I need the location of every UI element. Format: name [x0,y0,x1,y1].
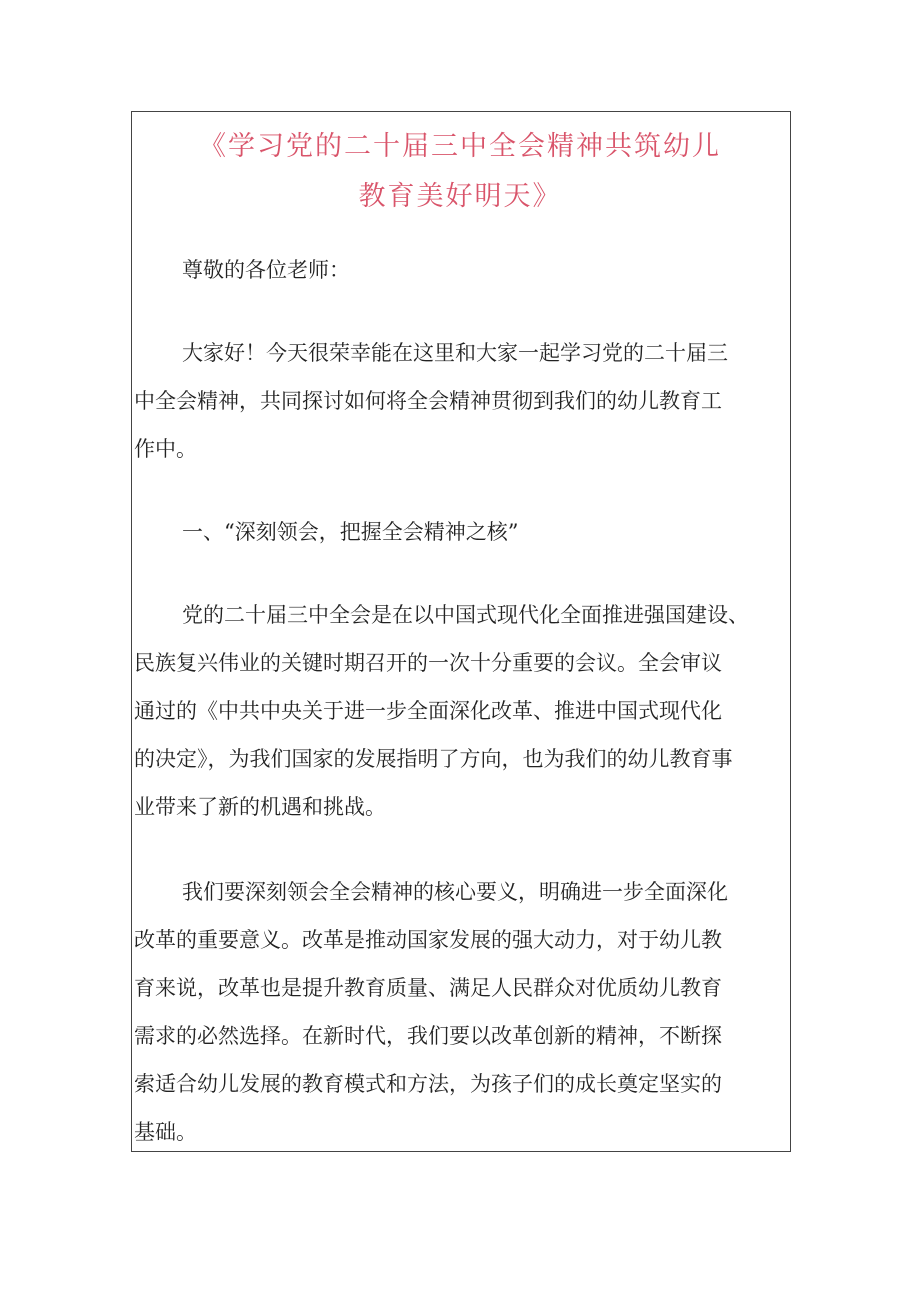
paragraph-line: 索适合幼儿发展的教育模式和方法，为孩子们的成长奠定坚实的 [134,1072,722,1096]
document-title-line-1: 《学习党的二十届三中全会精神共筑幼儿 [199,131,721,162]
paragraph-line: 民族复兴伟业的关键时期召开的一次十分重要的会议。全会审议 [134,651,722,675]
document-title-line-2: 教育美好明天》 [358,181,562,212]
paragraph-line: 改革的重要意义。改革是推动国家发展的强大动力，对于幼儿教 [134,928,722,952]
paragraph-line: 通过的《中共中央关于进一步全面深化改革、推进中国式现代化 [134,699,722,723]
paragraph-line: 大家好！今天很荣幸能在这里和大家一起学习党的二十届三 [182,341,728,365]
paragraph-line: 作中。 [134,437,197,461]
paragraph-line: 基础。 [134,1120,197,1144]
paragraph-line: 我们要深刻领会全会精神的核心要义，明确进一步全面深化 [182,880,728,904]
paragraph-line: 业带来了新的机遇和挑战。 [134,795,386,819]
paragraph-line: 的决定》，为我们国家的发展指明了方向，也为我们的幼儿教育事 [134,747,733,771]
paragraph-line: 育来说，改革也是提升教育质量、满足人民群众对优质幼儿教育 [134,976,722,1000]
paragraph-line: 需求的必然选择。在新时代，我们要以改革创新的精神，不断探 [134,1024,722,1048]
section-heading: 一、“深刻领会，把握全会精神之核” [182,520,519,544]
salutation: 尊敬的各位老师： [182,258,350,282]
paragraph-line: 党的二十届三中全会是在以中国式现代化全面推进强国建设、 [182,603,749,627]
paragraph-line: 中全会精神，共同探讨如何将全会精神贯彻到我们的幼儿教育工 [134,389,722,413]
